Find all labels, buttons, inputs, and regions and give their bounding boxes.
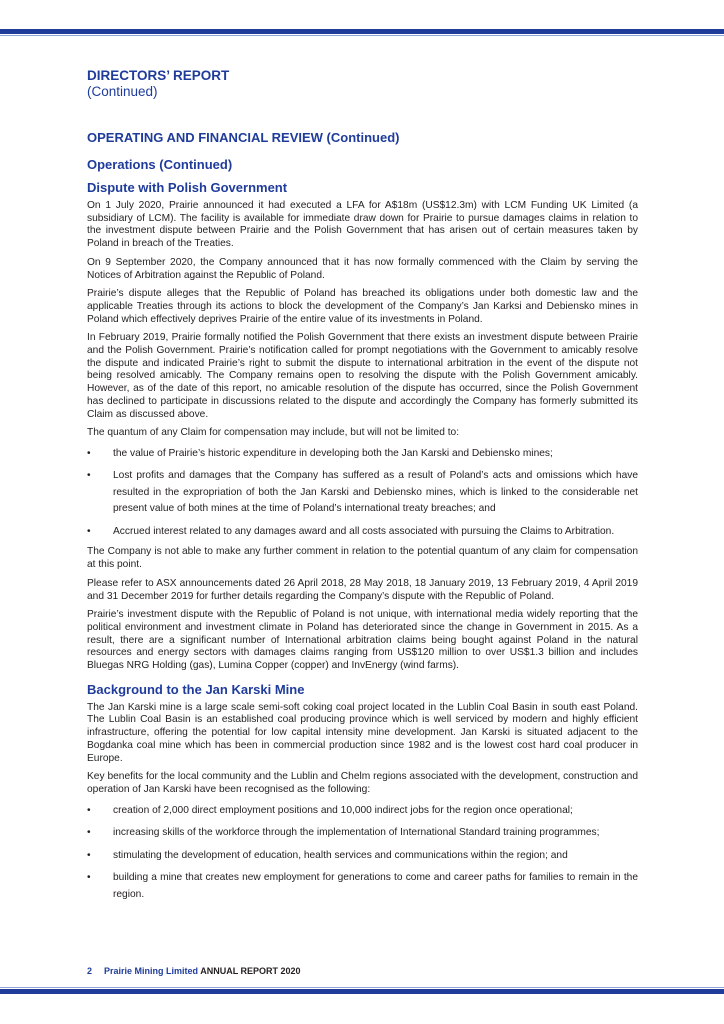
dispute-paragraph: Prairie’s dispute alleges that the Republic of Poland has breached its obligations under both domestic law and the applicable Treaties through its actions to block the development of the Company’s Jan Karksi and Debiensko mines in Poland which effectively deprives Prairie of the entire value of its investments in Poland. <box>87 288 638 325</box>
dispute-paragraph: Prairie’s investment dispute with the Republic of Poland is not unique, with international media widely reporting that the political environment and investment climate in Poland has deteriorated since the change in Government in 2015. As a result, there are a significant number of International arbitration claims being bought against Poland in the natural resources and energy sectors with damages claims ranging from US$120 million to over US$1.3 billion and includes Bluegas NRG Holding (gas), Lumina Copper (copper) and InvEnergy (wind farms). <box>87 609 638 672</box>
page-footer <box>87 966 301 977</box>
dispute-paragraph: The quantum of any Claim for compensation may include, but will not be limited to: <box>87 427 460 439</box>
list-item-text: Accrued interest related to any damages award and all costs associated with pursuing the Claims to Arbitration. <box>113 525 615 537</box>
operations-title: Operations (Continued) <box>87 157 233 172</box>
bottom-rule <box>0 989 724 994</box>
dispute-paragraph: Please refer to ASX announcements dated 26 April 2018, 28 May 2018, 18 January 2019, 13 February 2019, 4 April 2019 and 31 December 2019 for further details regarding the Company’s dispute with the Republic of Poland. <box>87 577 638 602</box>
list-item <box>87 468 638 518</box>
list-item <box>87 803 638 820</box>
list-item-text: stimulating the development of education, health services and communications within the region; and <box>113 849 568 861</box>
background-paragraph: The Jan Karski mine is a large scale semi-soft coking coal project located in the Lublin Coal Basin in south east Poland. The Lublin Coal Basin is an established coal producing province which is well serviced by modern and highly efficient infrastructure, offering the potential for low capital intensity mine development. Jan Karski is situated adjacent to the Bogdanka coal mine which has been in commercial production since 1982 and is the lowest cost hard coal producer in Europe. <box>87 701 638 764</box>
list-item <box>87 848 638 865</box>
background-paragraph: Key benefits for the local community and the Lublin and Chelm regions associated with the development, construction and operation of Jan Karski have been recognised as the following: <box>87 771 638 795</box>
list-item-text: the value of Prairie’s historic expenditure in developing both the Jan Karski and Debiensko mines; <box>113 447 553 459</box>
top-rule-thin <box>0 35 724 36</box>
footer-report: ANNUAL REPORT 2020 <box>200 966 301 976</box>
report-subtitle: (Continued) <box>87 84 158 99</box>
page-body <box>87 68 638 909</box>
bullet-icon: • <box>87 470 91 482</box>
list-item <box>87 870 638 903</box>
list-item-text: increasing skills of the workforce through the implementation of International Standard training programmes; <box>113 827 600 839</box>
dispute-heading: Dispute with Polish Government <box>87 180 288 195</box>
background-heading: Background to the Jan Karski Mine <box>87 681 305 697</box>
bullet-icon: • <box>87 447 91 459</box>
list-item-text: Lost profits and damages that the Company has suffered as a result of Poland’s acts and omissions which have resulted in the expropriation of both the Jan Karski and Debiensko mines, which is linked to the considerable net present value of both mines at the time of Poland’s international treaty breaches; and <box>113 470 638 515</box>
bullet-icon: • <box>87 849 91 861</box>
dispute-paragraph: On 9 September 2020, the Company announced that it has now formally commenced with the Claim by serving the Notices of Arbitration against the Republic of Poland. <box>87 256 638 281</box>
bottom-rule-thin <box>0 987 724 988</box>
list-item <box>87 825 638 842</box>
dispute-paragraph: The Company is not able to make any further comment in relation to the potential quantum of any claim for compensation at this point. <box>87 546 638 571</box>
bullet-icon: • <box>87 872 91 884</box>
list-item-text: creation of 2,000 direct employment positions and 10,000 indirect jobs for the region once operational; <box>113 804 573 816</box>
bullet-icon: • <box>87 804 91 816</box>
list-item-text: building a mine that creates new employment for generations to come and career paths for families to remain in the region. <box>113 872 638 900</box>
page-number: 2 <box>87 966 93 976</box>
section-title: OPERATING AND FINANCIAL REVIEW (Continued) <box>87 130 400 145</box>
dispute-paragraph: In February 2019, Prairie formally notified the Polish Government that there exists an investment dispute between Prairie and the Polish Government. Prairie’s notification called for prompt negotiations with the Government to amicably resolve the dispute and indicated Prairie’s right to submit the dispute to international arbitration in the event of the dispute not being resolved amicably. The Company remains open to resolving the dispute with the Polish Government amicably. However, as of the date of this report, no amicable resolution of the dispute has occurred, since the Polish Government has declined to participate in discussions related to the dispute and accordingly the Company has formerly submitted its Claim as discussed above. <box>87 332 638 420</box>
top-rule <box>0 29 724 34</box>
bullet-icon: • <box>87 827 91 839</box>
report-title: DIRECTORS’ REPORT <box>87 68 230 83</box>
dispute-paragraph: On 1 July 2020, Prairie announced it had executed a LFA for A$18m (US$12.3m) with LCM Funding UK Limited (a subsidiary of LCM). The facility is available for immediate draw down for Prairie to pursue damages claims in relation to the investment dispute between Prairie and the Polish Government that has arisen out of certain measures taken by Poland in breach of the Treaties. <box>87 200 638 250</box>
list-item <box>87 524 638 541</box>
footer-company: Prairie Mining Limited <box>104 966 199 976</box>
bullet-icon: • <box>87 525 91 537</box>
claim-bullet-list <box>87 446 638 541</box>
list-item <box>87 446 638 463</box>
benefits-bullet-list <box>87 803 638 904</box>
